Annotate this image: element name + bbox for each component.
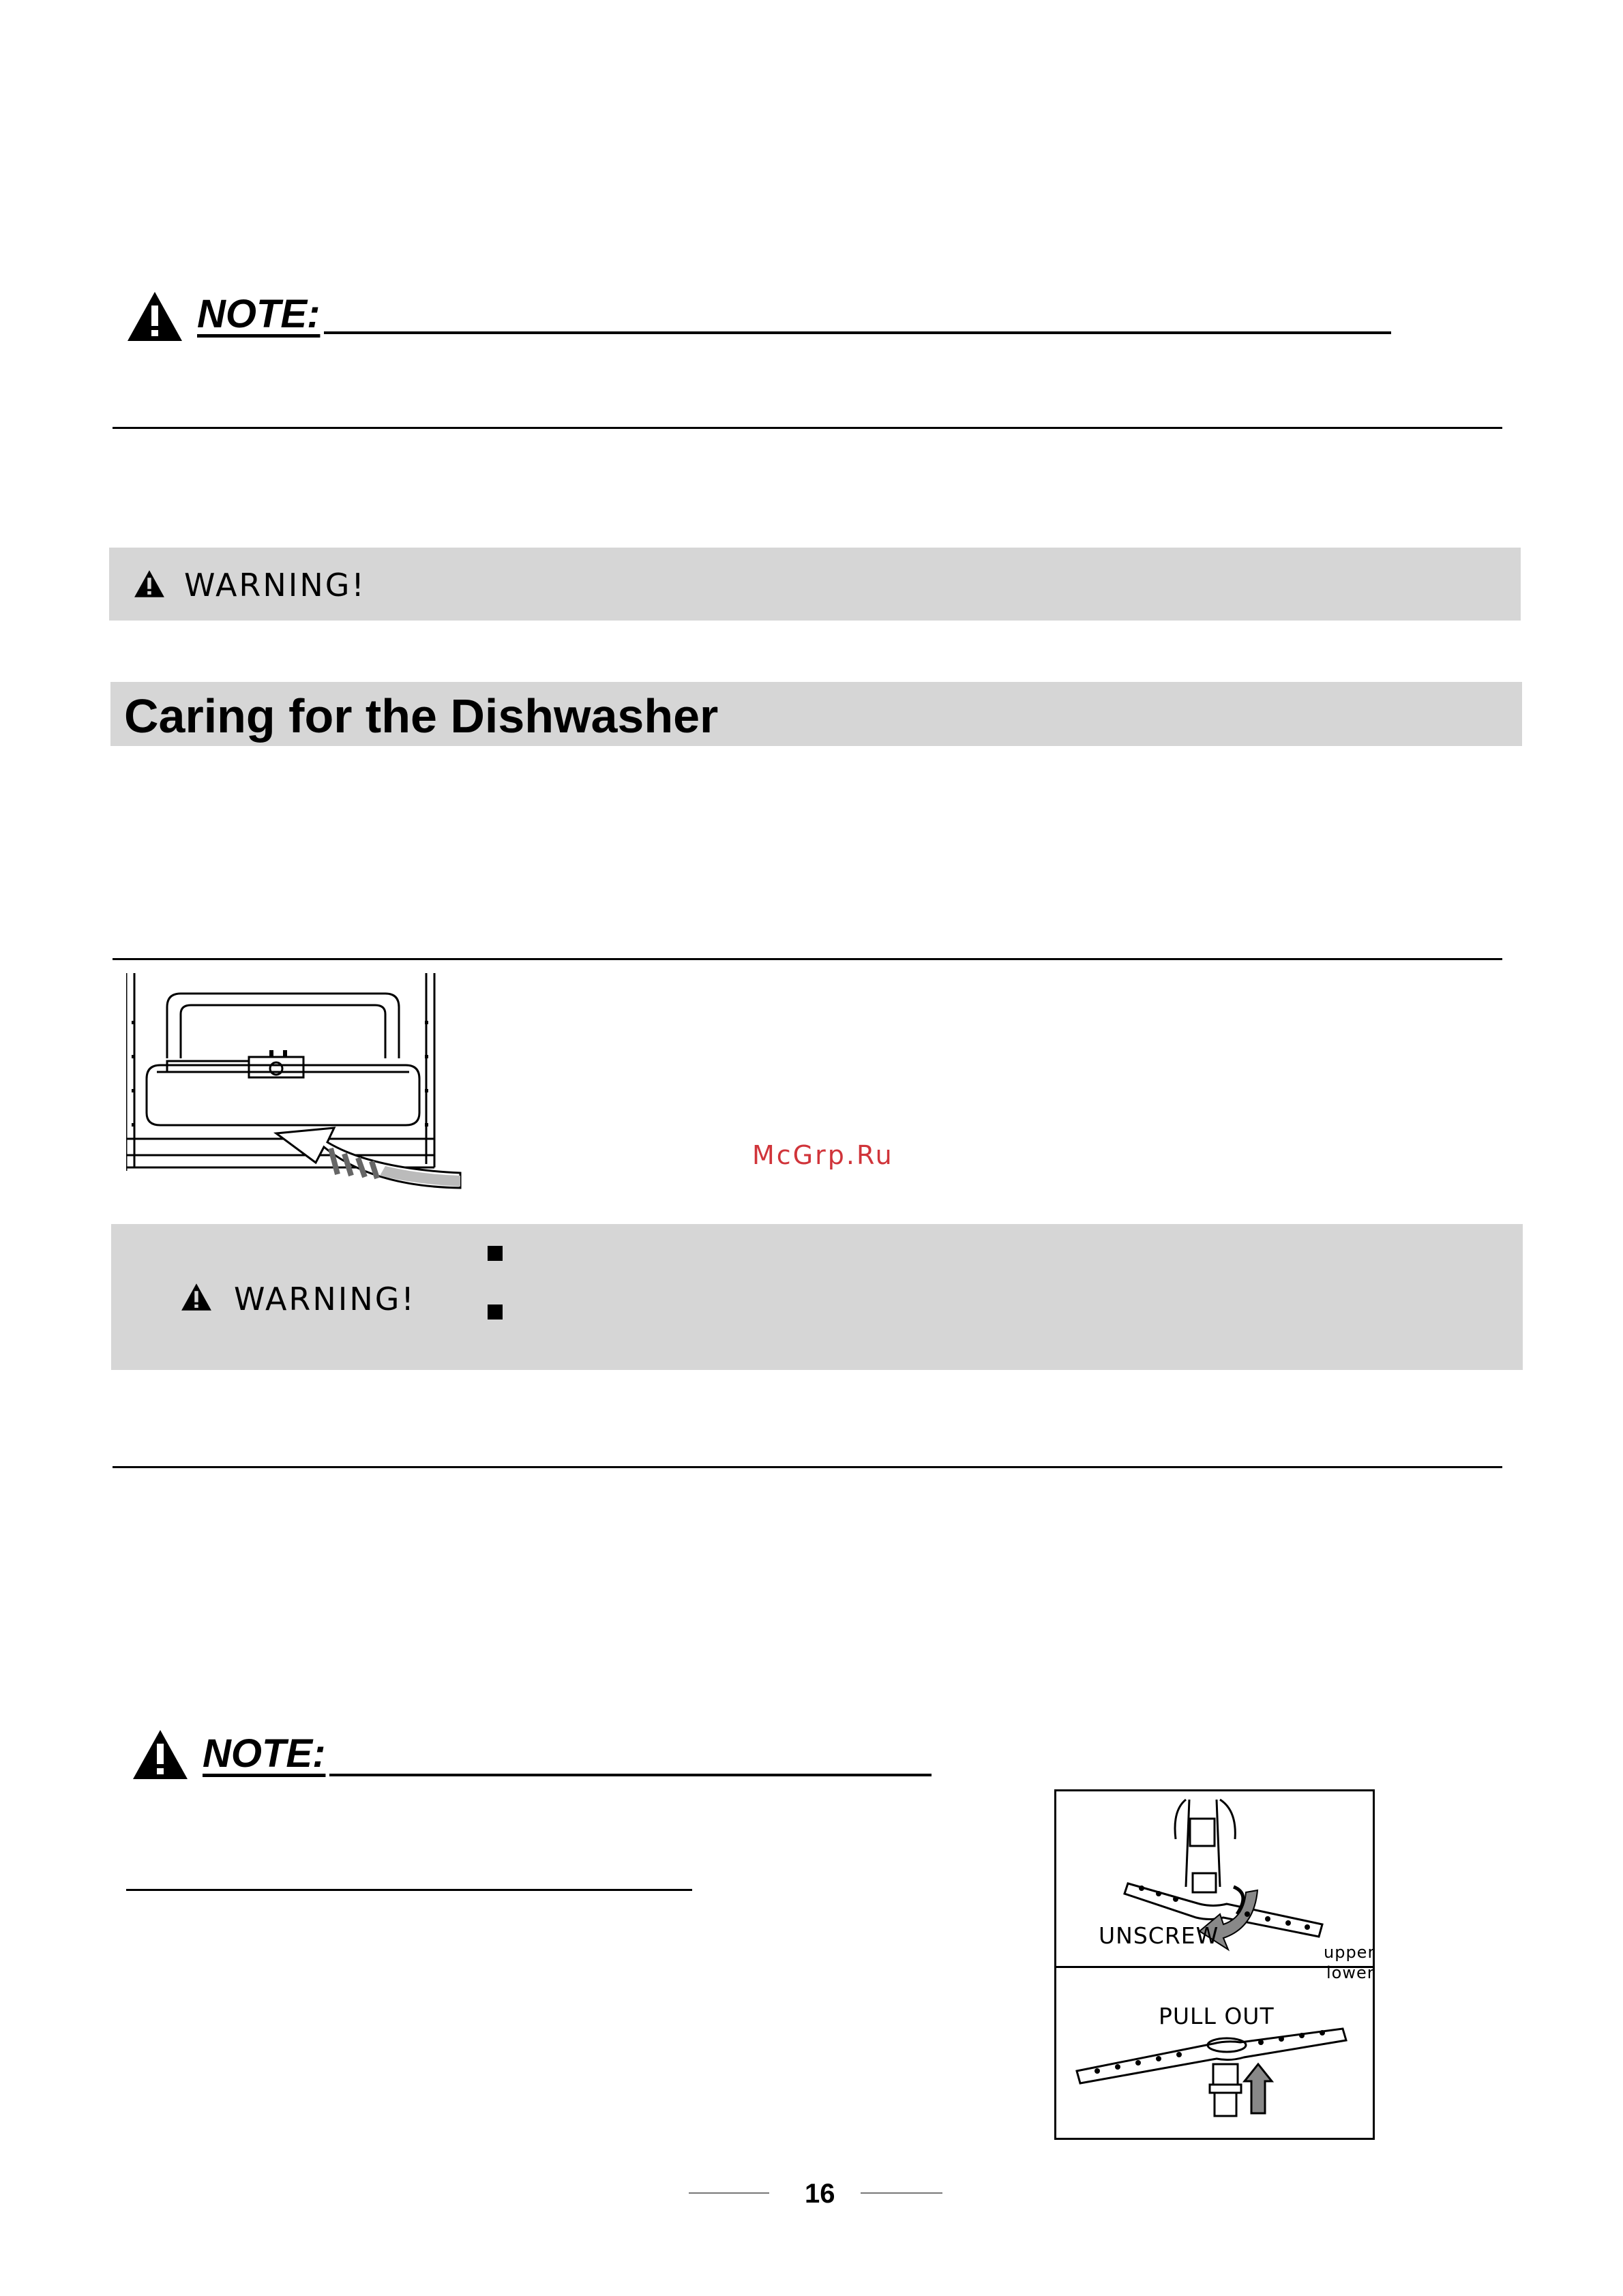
upper-label: upper xyxy=(1324,1943,1375,1962)
arrow-icon xyxy=(276,1128,460,1188)
pull-out-label: PULL OUT xyxy=(1159,2003,1275,2029)
warning-triangle-icon xyxy=(134,569,165,598)
warning-label: WARNING! xyxy=(184,567,366,603)
warning-bar-1 xyxy=(109,548,1521,621)
warning-triangle-icon xyxy=(132,1729,189,1780)
section-header xyxy=(110,682,1522,746)
bullet-1 xyxy=(488,1246,503,1261)
divider-3 xyxy=(113,1466,1502,1468)
lower-label: lower xyxy=(1326,1963,1375,1982)
dishwasher-filter-illustration xyxy=(126,970,467,1202)
warning-bar-2 xyxy=(111,1224,1523,1370)
section-title: Caring for the Dishwasher xyxy=(124,689,719,743)
warning-triangle-icon xyxy=(181,1283,212,1311)
footer-line-left xyxy=(689,2192,769,2194)
spray-arm-figure xyxy=(1054,1789,1375,2140)
divider-4 xyxy=(126,1889,692,1891)
warning-triangle-icon xyxy=(126,290,183,342)
footer-line-right xyxy=(861,2192,942,2194)
bullet-2 xyxy=(488,1304,503,1320)
lower-spray-arm-illustration xyxy=(1056,1969,1373,2139)
note-underline xyxy=(324,331,1391,334)
note-bottom xyxy=(132,1723,936,1785)
unscrew-label: UNSCREW xyxy=(1099,1922,1219,1949)
warning-label: WARNING! xyxy=(234,1281,416,1317)
divider-2 xyxy=(113,958,1502,960)
watermark: McGrp.Ru xyxy=(752,1140,894,1170)
note-label: NOTE: xyxy=(203,1731,326,1776)
note-underline xyxy=(329,1774,932,1776)
page-number: 16 xyxy=(805,2179,835,2209)
note-top xyxy=(126,285,1265,346)
divider-1 xyxy=(113,427,1502,429)
figure-divider xyxy=(1056,1966,1373,1968)
note-label: NOTE: xyxy=(197,292,321,336)
